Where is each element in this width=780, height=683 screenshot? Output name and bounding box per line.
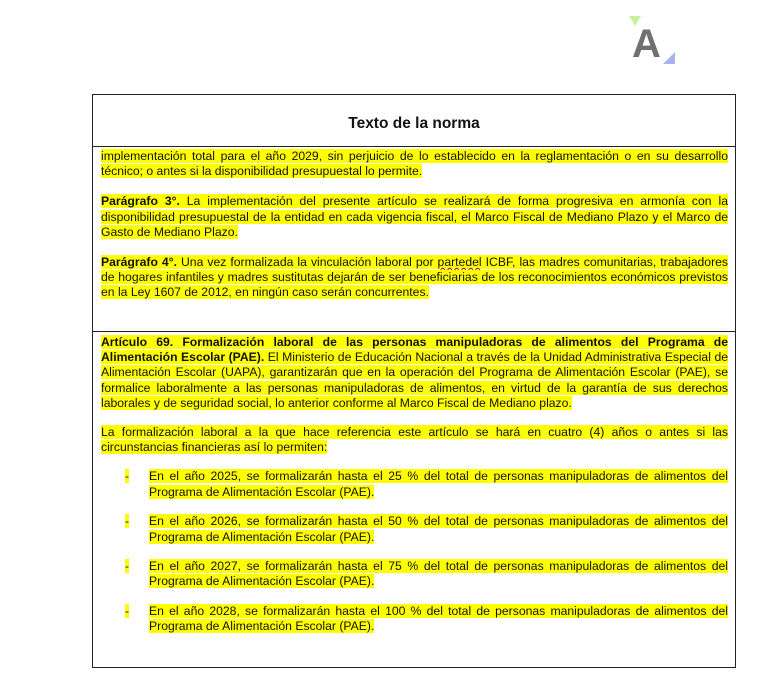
brand-logo-icon — [627, 14, 677, 66]
table-row-article-69 — [93, 335, 735, 635]
spellcheck-word[interactable]: partedel — [437, 255, 482, 270]
paragraph-article-69: Artículo 69. Formalización laboral de las personas manipuladoras de alimentos del Programa de Alimentación Escolar (PAE). El Ministerio de Educación Nacional a través de la Unidad Administrativa Especial de Alimentación Escolar (UAPA), garantizarán que en la operación del Programa de Alimentación Escolar (PAE), se formalice laboralmente a las personas manipuladoras de alimentos, en virtud de la garantía de sus derechos laborales y de seguridad social, lo anterior conforme al Marco Fiscal de Mediano plazo. — [101, 335, 728, 410]
paragraph-formalization-intro: La formalización laboral a la que hace referencia este artículo se hará en cuatro (4) años o antes si las circunstancias financieras así lo permiten: — [101, 425, 728, 455]
paragraph-implementation: implementación total para el año 2029, sin perjuicio de lo establecido en la reglamentación o en su desarrollo técnico; o antes si la disponibilidad presupuestal lo permite. — [101, 149, 728, 179]
table-header — [93, 95, 735, 147]
logo-letter: A — [632, 22, 661, 66]
norm-text-table — [92, 94, 736, 668]
list-item: - En el año 2025, se formalizarán hasta el 25 % del total de personas manipuladoras de alimentos del Programa de Alimentación Escolar (PAE). — [125, 469, 728, 499]
list-item: - En el año 2028, se formalizarán hasta el 100 % del total de personas manipuladoras de alimentos del Programa de Alimentación Escolar (PAE). — [125, 604, 728, 634]
list-item: - En el año 2027, se formalizarán hasta el 75 % del total de personas manipuladoras de alimentos del Programa de Alimentación Escolar (PAE). — [125, 559, 728, 589]
table-header-title: Texto de la norma — [348, 114, 480, 132]
logo-blue-accent — [663, 52, 675, 64]
list-item: - En el año 2026, se formalizarán hasta el 50 % del total de personas manipuladoras de alimentos del Programa de Alimentación Escolar (PAE). — [125, 514, 728, 544]
table-row-continuation — [93, 149, 735, 332]
bullet-list — [101, 469, 728, 634]
paragraph-paragrafo-4: Parágrafo 4°. Una vez formalizada la vinculación laboral por partedel ICBF, las madres comunitarias, trabajadores de hogares infantiles y madres sustitutas dejarán de ser beneficiarias de los reconocimientos económicos previstos en la Ley 1607 de 2012, en ningún caso serán concurrentes. — [101, 255, 729, 300]
paragraph-paragrafo-3: Parágrafo 3°. La implementación del presente artículo se realizará de forma progresiva en armonía con la disponibilidad presupuestal de la entidad en cada vigencia fiscal, el Marco Fiscal de Mediano Plazo y el Marco de Gasto de Mediano Plazo. — [101, 194, 728, 239]
